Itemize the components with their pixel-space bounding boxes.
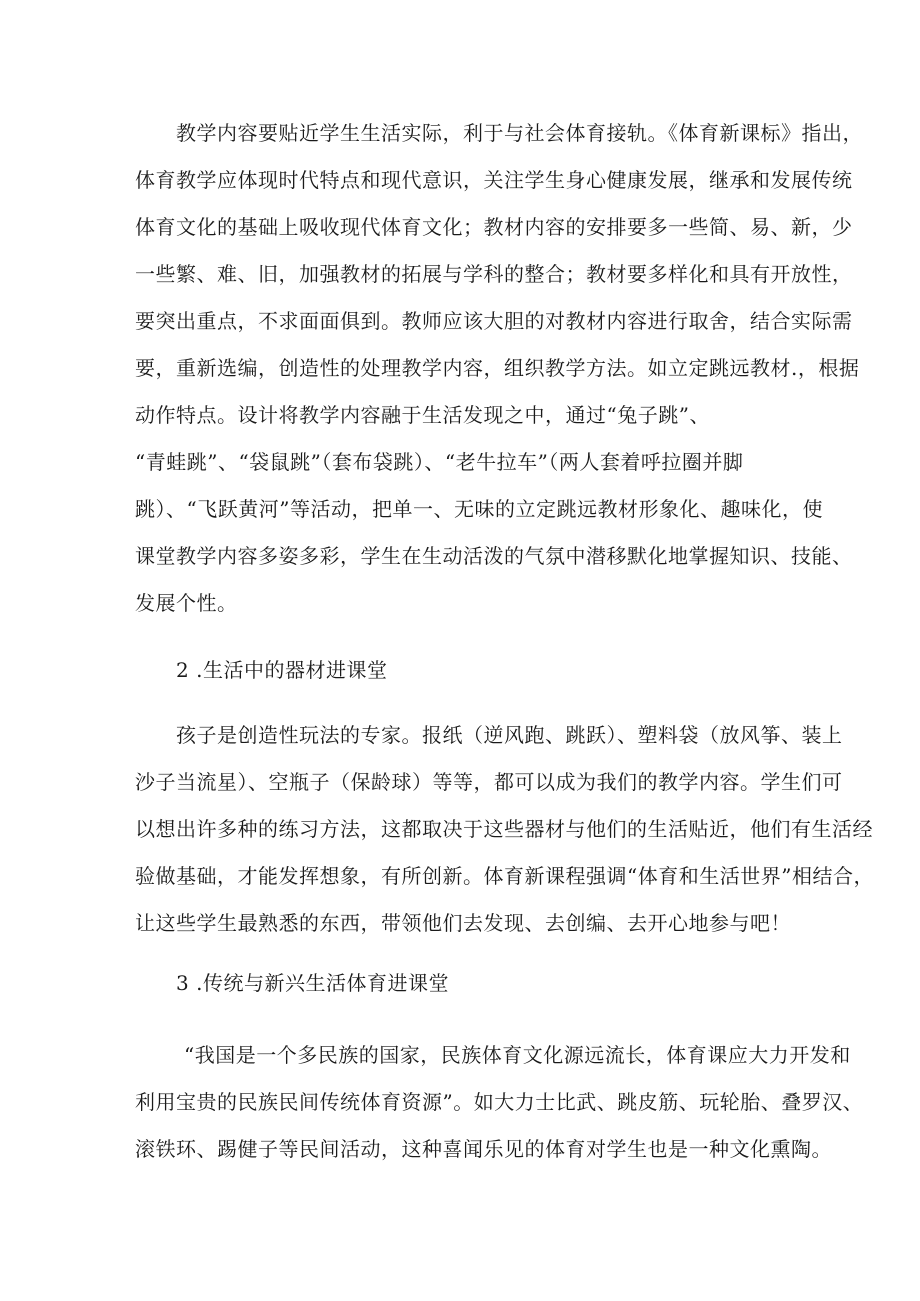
paragraph-line: 验做基础，才能发挥想象，有所创新。体育新课程强调“体育和生活世界”相结合，	[135, 864, 874, 888]
paragraph-line: 教学内容要贴近学生生活实际，利于与社会体育接轨。《体育新课标》指出，	[176, 121, 863, 145]
paragraph-line: 沙子当流星）、空瓶子（保龄球）等等，都可以成为我们的教学内容。学生们可	[135, 770, 843, 794]
paragraph-line: 要突出重点，不求面面俱到。教师应该大胆的对教材内容进行取舍，结合实际需	[135, 309, 853, 333]
paragraph-line: “我国是一个多民族的国家，民族体育文化源远流长，体育课应大力开发和	[184, 1043, 851, 1067]
paragraph-line: 体育教学应体现时代特点和现代意识，关注学生身心健康发展，继承和发展传统	[135, 168, 853, 192]
paragraph-line: 让这些学生最熟悉的东西，带领他们去发现、去创编、去开心地参与吧！	[135, 911, 791, 935]
paragraph-line: 发展个性。	[135, 591, 238, 615]
paragraph-line: 体育文化的基础上吸收现代体育文化；教材内容的安排要多一些简、易、新，少	[135, 215, 853, 239]
paragraph-line: 课堂教学内容多姿多彩，学生在生动活泼的气氛中潜移默化地掌握知识、技能、	[135, 544, 853, 568]
paragraph-line: 孩子是创造性玩法的专家。报纸（逆风跑、跳跃）、塑料袋（放风筝、装上	[176, 723, 843, 747]
paragraph-line: 动作特点。设计将教学内容融于生活发现之中，通过“兔子跳”、	[135, 403, 710, 427]
paragraph-line: 一些繁、难、旧，加强教材的拓展与学科的整合；教材要多样化和具有开放性，	[135, 262, 853, 286]
paragraph-line: 跳）、“飞跃黄河”等活动，把单一、无味的立定跳远教材形象化、趣味化，使	[135, 497, 823, 521]
paragraph-line: 要，重新选编，创造性的处理教学内容，组织教学方法。如立定跳远教材.，根据	[135, 356, 860, 380]
paragraph-line: 滚铁环、踢健子等民间活动，这种喜闻乐见的体育对学生也是一种文化熏陶。	[135, 1137, 832, 1161]
paragraph-line: 以想出许多种的练习方法，这都取决于这些器材与他们的生活贴近，他们有生活经	[135, 817, 873, 841]
paragraph-line: “青蛙跳”、“袋鼠跳”（套布袋跳）、“老牛拉车”（两人套着呼拉圈并脚	[135, 450, 744, 474]
section-heading-3: 3 .传统与新兴生活体育进课堂	[176, 971, 449, 995]
section-heading-2: 2 .生活中的器材进课堂	[176, 658, 388, 682]
paragraph-line: 利用宝贵的民族民间传统体育资源”。如大力士比武、跳皮筋、玩轮胎、叠罗汉、	[135, 1090, 864, 1114]
